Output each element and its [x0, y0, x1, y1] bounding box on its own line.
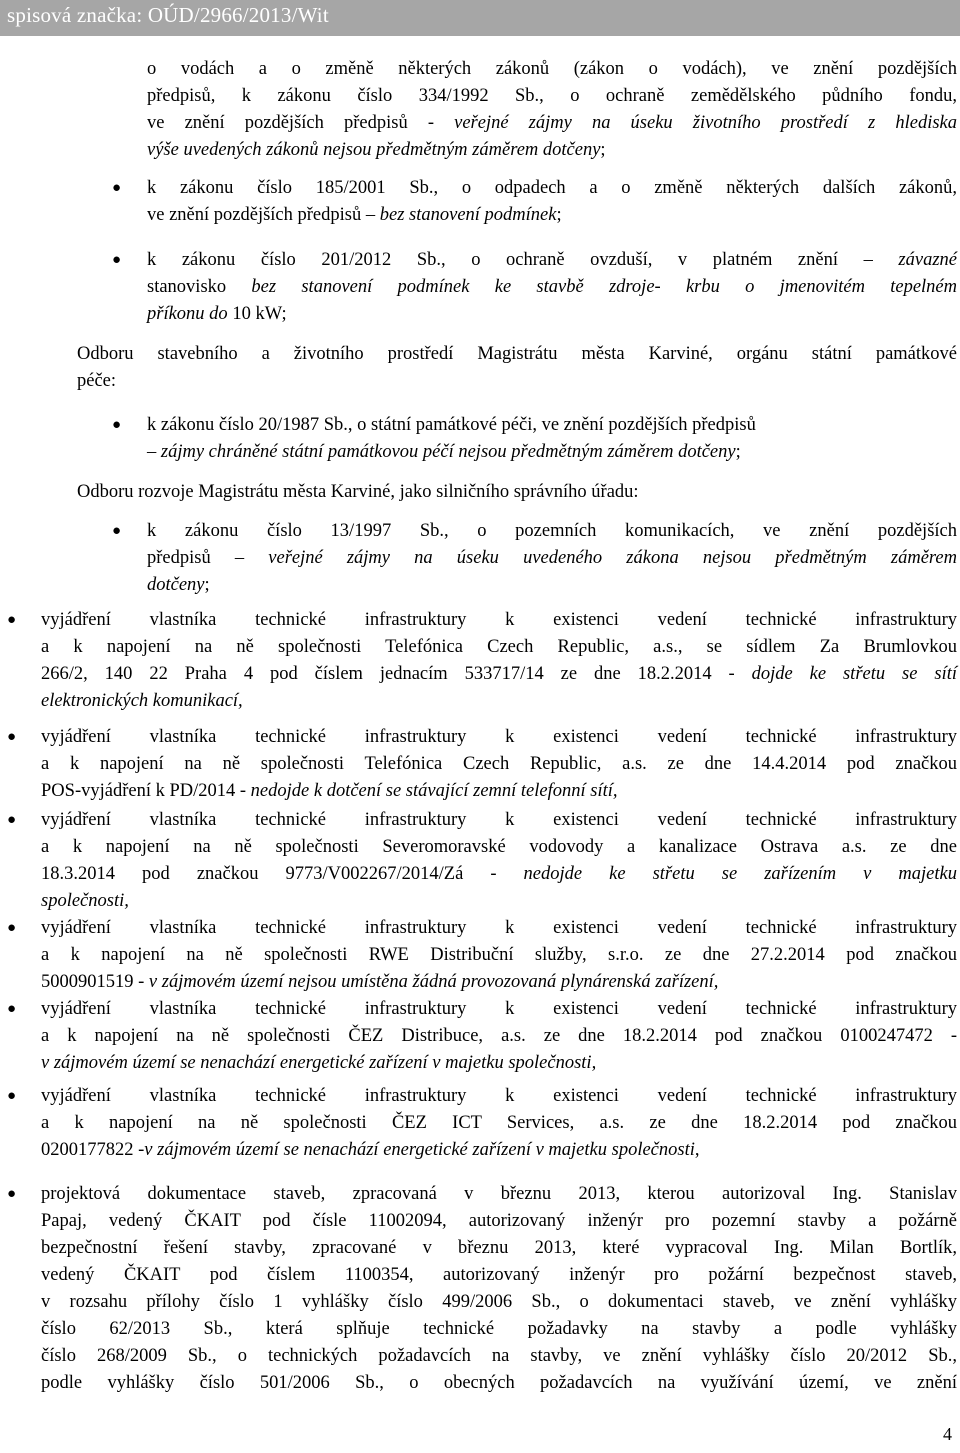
text-line: vyjádření vlastníka technické infrastruktury k existenci vedení technické infrastruktury	[41, 810, 957, 830]
text-line: k zákonu číslo 20/1987 Sb., o státní památkové péči, ve znění pozdějších předpisů	[147, 415, 756, 435]
text-line: vyjádření vlastníka technické infrastruktury k existenci vedení technické infrastruktury	[41, 727, 957, 747]
text-line: a k napojení na ně společnosti ČEZ ICT Services, a.s. ze dne 18.2.2014 pod značkou	[41, 1113, 957, 1133]
text-line: 5000901519 - v zájmovém území nejsou umístěna žádná provozovaná plynárenská zařízení,	[41, 972, 719, 992]
bullet: ●	[7, 1088, 17, 1104]
text-line: bezpečnostní řešení stavby, zpracované v březnu 2013, které vypracoval Ing. Milan Bortlík,	[41, 1238, 957, 1258]
text-line: – zájmy chráněné státní památkovou péčí nejsou předmětným záměrem dotčeny;	[147, 442, 741, 462]
text-line: podle vyhlášky číslo 501/2006 Sb., o obecných požadavcích na využívání území, ve znění	[41, 1373, 957, 1393]
text-line: a k napojení na ně společnosti Severomoravské vodovody a kanalizace Ostrava a.s. ze dne	[41, 837, 957, 857]
text-line: POS-vyjádření k PD/2014 - nedojde k dotčení se stávající zemní telefonní sítí,	[41, 781, 618, 801]
text-line: 266/2, 140 22 Praha 4 pod číslem jednacím 533717/14 ze dne 18.2.2014 - dojde ke střetu se sítí	[41, 664, 957, 684]
text-line: vedený ČKAIT pod číslem 1100354, autorizovaný inženýr pro požární bezpečnost staveb,	[41, 1265, 957, 1285]
text-line: číslo 268/2009 Sb., o technických požadavcích na stavby, ve znění vyhlášky číslo 20/2012 Sb.,	[41, 1346, 957, 1366]
document-reference: spisová značka: OÚD/2966/2013/Wit	[7, 3, 329, 27]
page-number: 4	[943, 1424, 952, 1444]
text-line: a k napojení na ně společnosti ČEZ Distribuce, a.s. ze dne 18.2.2014 pod značkou 0100247472 -	[41, 1026, 957, 1046]
text-line: elektronických komunikací,	[41, 691, 243, 711]
bullet: ●	[112, 180, 122, 196]
text-line: a k napojení na ně společnosti RWE Distribuční služby, s.r.o. ze dne 27.2.2014 pod značkou	[41, 945, 957, 965]
text-line: v zájmovém území se nenachází energetické zařízení v majetku společnosti,	[41, 1053, 597, 1073]
text-line: dotčeny;	[147, 575, 210, 595]
text-line: o vodách a o změně některých zákonů (zákon o vodách), ve znění pozdějších	[147, 59, 957, 79]
bullet: ●	[7, 612, 17, 628]
header-band	[0, 0, 960, 36]
text-line: příkonu do 10 kW;	[147, 304, 287, 324]
text-line: vyjádření vlastníka technické infrastruktury k existenci vedení technické infrastruktury	[41, 918, 957, 938]
bullet: ●	[112, 523, 122, 539]
text-line: ve znění pozdějších předpisů - veřejné zájmy na úseku životního prostředí z hlediska	[147, 113, 957, 133]
text-line: ve znění pozdějších předpisů – bez stanovení podmínek;	[147, 205, 562, 225]
bullet: ●	[7, 920, 17, 936]
text-line: Odboru stavebního a životního prostředí Magistrátu města Karviné, orgánu státní památkové	[77, 344, 957, 364]
text-line: vyjádření vlastníka technické infrastruktury k existenci vedení technické infrastruktury	[41, 999, 957, 1019]
bullet: ●	[7, 1001, 17, 1017]
text-line: předpisů, k zákonu číslo 334/1992 Sb., o ochraně zemědělského půdního fondu,	[147, 86, 957, 106]
bullet: ●	[7, 729, 17, 745]
text-line: a k napojení na ně společnosti Telefónica Czech Republic, a.s., se sídlem Za Brumlovkou	[41, 637, 957, 657]
text-line: vyjádření vlastníka technické infrastruktury k existenci vedení technické infrastruktury	[41, 610, 957, 630]
text-line: a k napojení na ně společnosti Telefónica Czech Republic, a.s. ze dne 14.4.2014 pod značkou	[41, 754, 957, 774]
text-line: Odboru rozvoje Magistrátu města Karviné, jako silničního správního úřadu:	[77, 482, 639, 502]
text-line: projektová dokumentace staveb, zpracovaná v březnu 2013, kterou autorizoval Ing. Stanislav	[41, 1184, 957, 1204]
text-line: k zákonu číslo 185/2001 Sb., o odpadech a o změně některých dalších zákonů,	[147, 178, 957, 198]
text-line: Papaj, vedený ČKAIT pod čísle 11002094, autorizovaný inženýr pro pozemní stavby a požárně	[41, 1211, 957, 1231]
bullet: ●	[7, 812, 17, 828]
bullet: ●	[7, 1186, 17, 1202]
text-line: předpisů – veřejné zájmy na úseku uvedeného zákona nejsou předmětným záměrem	[147, 548, 957, 568]
text-line: k zákonu číslo 13/1997 Sb., o pozemních komunikacích, ve znění pozdějších	[147, 521, 957, 541]
text-line: v rozsahu přílohy číslo 1 vyhlášky číslo 499/2006 Sb., o dokumentaci staveb, ve znění vyhlášky	[41, 1292, 957, 1312]
text-line: výše uvedených zákonů nejsou předmětným záměrem dotčeny;	[147, 140, 606, 160]
text-line: 0200177822 -v zájmovém území se nenachází energetické zařízení v majetku společnosti,	[41, 1140, 700, 1160]
bullet: ●	[112, 252, 122, 268]
text-line: společnosti,	[41, 891, 129, 911]
text-line: vyjádření vlastníka technické infrastruktury k existenci vedení technické infrastruktury	[41, 1086, 957, 1106]
text-line: stanovisko bez stanovení podmínek ke stavbě zdroje- krbu o jmenovitém tepelném	[147, 277, 957, 297]
text-line: k zákonu číslo 201/2012 Sb., o ochraně ovzduší, v platném znění – závazné	[147, 250, 957, 270]
text-line: 18.3.2014 pod značkou 9773/V002267/2014/Zá - nedojde ke střetu se zařízením v majetku	[41, 864, 957, 884]
text-line: číslo 62/2013 Sb., která splňuje technické požadavky na stavby a podle vyhlášky	[41, 1319, 957, 1339]
text-line: péče:	[77, 371, 117, 391]
bullet: ●	[112, 417, 122, 433]
